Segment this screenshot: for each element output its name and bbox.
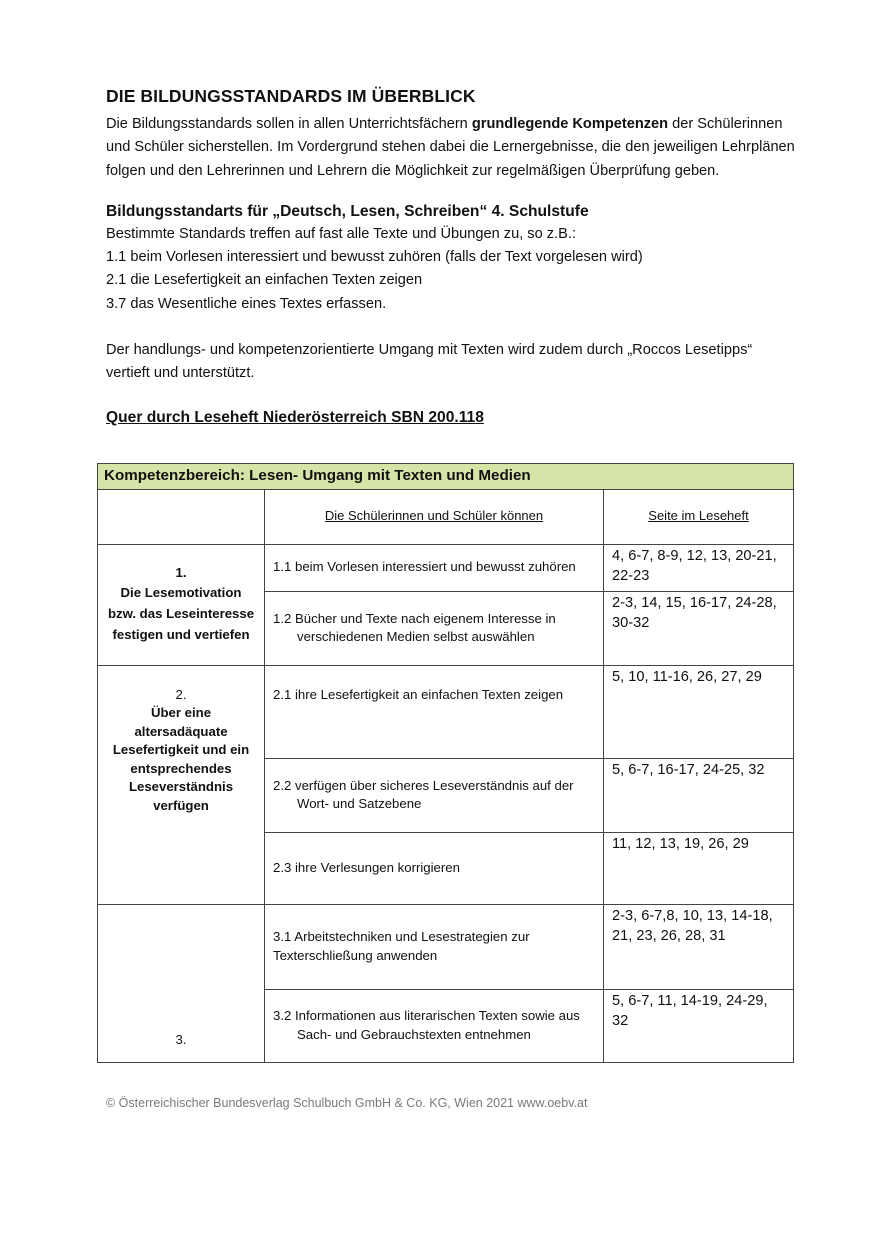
competence-table (97, 463, 794, 1063)
competence-3-1 (265, 904, 604, 989)
area-3-cell (98, 904, 265, 1062)
header-competence: Die Schülerinnen und Schüler können (265, 489, 604, 544)
intro-bold: grundlegende Kompetenzen (471, 116, 669, 132)
header-pages: Seite im Leseheft (604, 489, 794, 544)
competence-text: 2.2 verfügen über sicheres Leseverständnis auf der (273, 777, 574, 793)
area-1-number: 1. (175, 564, 187, 580)
intro-paragraph (106, 113, 796, 183)
competence-text-cont: verschiedenen Medien selbst auswählen (297, 629, 535, 644)
standards-line: 1.1 beim Vorlesen interessiert und bewusst zuhören (falls der Text vorgelesen wird) (106, 249, 643, 266)
header-empty-cell (98, 489, 265, 544)
standards-line: Bestimmte Standards treffen auf fast alle Texte und Übungen zu, so z.B.: (106, 225, 576, 242)
competence-text-cont: Wort- und Satzebene (297, 796, 422, 811)
area-2-number: 2. (175, 686, 187, 702)
section3-heading: Quer durch Leseheft Niederösterreich SBN 200.118 (106, 408, 484, 426)
intro-text-2: der Schülerinnen und Schüler sicherstellen. Im Vordergrund stehen dabei die Lernergebnisse, die den jeweiligen Lehrplänen folgen und den Lehrerinnen und Lehrern die Möglichkeit zur regelmäßigen Überprüfung geben. (106, 116, 795, 179)
pages-1-1: 4, 6-7, 8-9, 12, 13, 20-21, 22-23 (604, 544, 794, 591)
pages-3-1: 2-3, 6-7,8, 10, 13, 14-18, 21, 23, 26, 28, 31 (604, 904, 794, 989)
area-2-text: Über eine altersadäquate Lesefertigkeit und ein entsprechendes Leseverständnis verfügen (112, 705, 250, 813)
area-3-number: 3. (175, 1032, 187, 1047)
competence-2-1 (265, 665, 604, 758)
table-row (98, 904, 794, 989)
pages-2-1: 5, 10, 11-16, 26, 27, 29 (604, 665, 794, 758)
competence-2-3 (265, 832, 604, 904)
competence-area-title: Kompetenzbereich: Lesen- Umgang mit Texten und Medien (98, 464, 794, 490)
competence-text: 2.1 ihre Lesefertigkeit an einfachen Texten zeigen (273, 686, 564, 702)
pages-2-2: 5, 6-7, 16-17, 24-25, 32 (604, 758, 794, 832)
table-header-row (98, 489, 794, 544)
pages-2-3: 11, 12, 13, 19, 26, 29 (604, 832, 794, 904)
standards-line: 2.1 die Lesefertigkeit an einfachen Texten zeigen (106, 272, 423, 289)
document-body (106, 86, 796, 427)
intro-text-1: Die Bildungsstandards sollen in allen Unterrichtsfächern (106, 116, 472, 132)
area-2-cell (98, 665, 265, 904)
table-band-row (98, 464, 794, 490)
pages-3-2: 5, 6-7, 11, 14-19, 24-29, 32 (604, 989, 794, 1062)
competence-text-cont: Sach- und Gebrauchstexten entnehmen (297, 1026, 531, 1042)
competence-text: 1.1 beim Vorlesen interessiert und bewusst zuhören (273, 559, 576, 575)
copyright-footer: © Österreichischer Bundesverlag Schulbuch GmbH & Co. KG, Wien 2021 www.oebv.at (106, 1096, 588, 1110)
competence-text: 3.1 Arbeitstechniken und Lesestrategien zur Texterschließung anwenden (273, 929, 530, 963)
standards-line: 3.7 das Wesentliche eines Textes erfassen. (106, 295, 387, 312)
area-1-text: Die Lesemotivation bzw. das Leseinteresse festigen und vertiefen (107, 585, 255, 643)
table-row (98, 544, 794, 591)
pages-1-2: 2-3, 14, 15, 16-17, 24-28, 30-32 (604, 591, 794, 665)
competence-1-1 (265, 544, 604, 591)
section2-heading: Bildungsstandarts für „Deutsch, Lesen, Schreiben“ 4. Schulstufe (106, 202, 589, 220)
table-row (98, 665, 794, 758)
competence-2-2 (265, 758, 604, 832)
competence-3-2 (265, 989, 604, 1062)
page-title: DIE BILDUNGSSTANDARDS IM ÜBERBLICK (106, 86, 476, 106)
competence-text: 1.2 Bücher und Texte nach eigenem Interesse in (273, 610, 556, 626)
area-1-cell (98, 544, 265, 665)
competence-text: 3.2 Informationen aus literarischen Texten sowie aus (273, 1008, 580, 1023)
competence-text: 2.3 ihre Verlesungen korrigieren (273, 859, 460, 875)
closing-paragraph: Der handlungs- und kompetenzorientierte Umgang mit Texten wird zudem durch „Roccos Lesetipps“ vertieft und unterstützt. (106, 342, 753, 382)
competence-1-2 (265, 591, 604, 665)
